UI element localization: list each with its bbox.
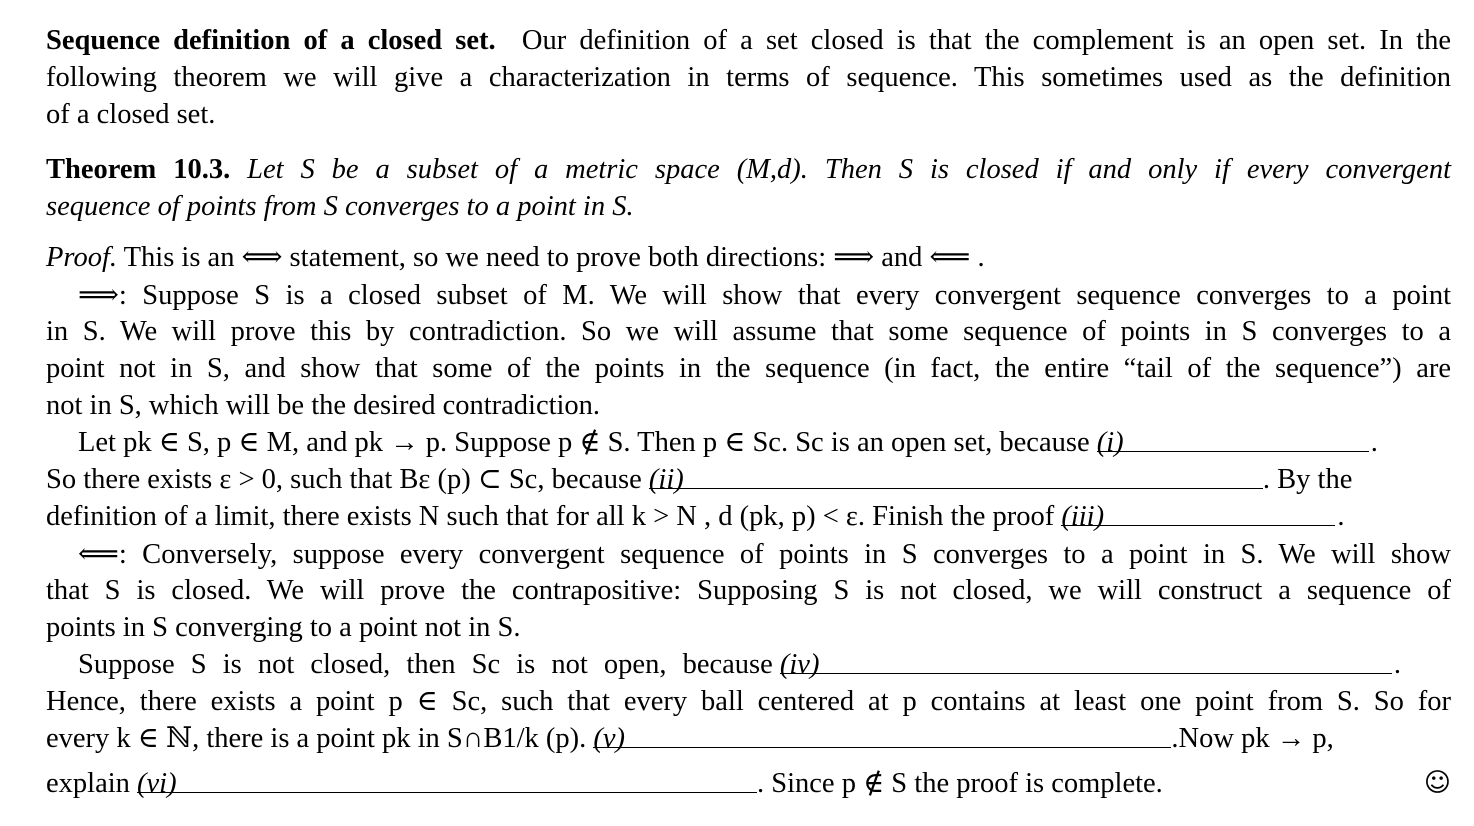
since-text: . Since p ∉ S the proof is complete. [757,768,1163,799]
section-text-1: Our definition of a set closed is that the complement is an open set. In the [521,25,1451,56]
section-line-3 [46,96,1451,133]
theorem-label: Theorem 10.3. [46,154,231,185]
backward-hence-line [46,683,1451,720]
section-text-3: of a closed set. [46,99,216,130]
backward-text-3: points in S converging to a point not in S. [46,612,521,643]
forward-limit-text: definition of a limit, there exists N such that for all k > N , d (pk, p) < ε. Finish the proof [46,501,1055,532]
forward-arrow-icon: ⟹ [78,278,119,311]
explain-text: explain [46,768,130,799]
by-the-text: . By the [1262,464,1353,495]
answer-blank-ii[interactable]: (ii) [649,461,1263,489]
section-line-1 [46,22,1451,59]
backward-line-2 [46,572,1451,609]
answer-blank-iv[interactable]: (iv) [780,646,1392,674]
section-text-2: following theorem we will give a characterization in terms of sequence. This sometimes used as the definition [46,62,1451,93]
forward-text-2: in S. We will prove this by contradiction. So we will assume that some sequence of points in S converges to a [46,316,1451,347]
backward-line-1 [46,535,1451,572]
backward-suppose-line: Suppose S is not closed, then Sc is not open, because (iv) . [46,646,1451,683]
backward-line-3 [46,609,1451,646]
forward-exists-line [46,461,1451,498]
forward-line-2 [46,313,1451,350]
forward-limit-line: definition of a limit, there exists N such that for all k > N , d (pk, p) < ε. Finish the proof (iii) . [46,498,1451,535]
forward-exists-text: So there exists ε > 0, such that Bε (p) ⊂ Sc, because [46,464,642,495]
proof-intro-line [46,239,1451,276]
section-line-2 [46,59,1451,96]
forward-text-4: not in S, which will be the desired contradiction. [46,390,601,421]
theorem-text-2: sequence of points from S converges to a point in S. [46,191,634,222]
forward-let-text: Let pk ∈ S, p ∈ M, and pk → p. Suppose p ∉ S. Then p ∈ Sc. Sc is an open set, because [78,427,1090,458]
forward-line-4 [46,387,1451,424]
backward-text-1: : Conversely, suppose every convergent sequence of points in S converges to a point in S. We will show [118,539,1451,570]
backward-suppose-text: Suppose S is not closed, then Sc is not open, because [78,649,773,680]
backward-explain-line [46,765,1451,802]
answer-blank-v[interactable]: (v) [593,720,1171,748]
backward-hence-text: Hence, there exists a point p ∈ Sc, such that every ball centered at p contains at least one point from S. So for [46,686,1451,717]
forward-text-1: : Suppose S is a closed subset of M. We will show that every convergent sequence converges to a point [118,280,1451,311]
backward-every-line [46,720,1451,757]
proof-label: Proof. [46,242,117,273]
backward-arrow-icon: ⟸ [78,537,119,570]
section-heading: Sequence definition of a closed set. [46,25,496,56]
backward-text-2: that S is closed. We will prove the contrapositive: Supposing S is not closed, we will construct a sequence of [46,575,1451,606]
forward-text-3: point not in S, and show that some of the points in the sequence (in fact, the entire “tail of the sequence”) are [46,353,1451,384]
answer-blank-vi[interactable]: (vi) [137,765,757,793]
document-page [46,22,1451,802]
forward-line-3 [46,350,1451,387]
backward-every-text: every k ∈ ℕ, there is a point pk in S∩B1/k (p). [46,723,587,754]
forward-let-line: Let pk ∈ S, p ∈ M, and pk → p. Suppose p ∉ S. Then p ∈ Sc. Sc is an open set, because (i) . [46,424,1451,461]
theorem-text-1: Let S be a subset of a metric space (M,d). Then S is closed if and only if every convergent [247,154,1451,185]
theorem-line-2 [46,188,1451,225]
theorem-line-1 [46,151,1451,188]
now-text: .Now pk → p, [1171,723,1334,754]
answer-blank-i[interactable]: (i) [1097,424,1369,452]
proof-intro: This is an ⟺ statement, so we need to prove both directions: ⟹ and ⟸ . [123,242,985,273]
forward-line-1 [46,276,1451,313]
smiley-icon: ☺ [1423,768,1451,798]
answer-blank-iii[interactable]: (iii) [1061,498,1335,526]
